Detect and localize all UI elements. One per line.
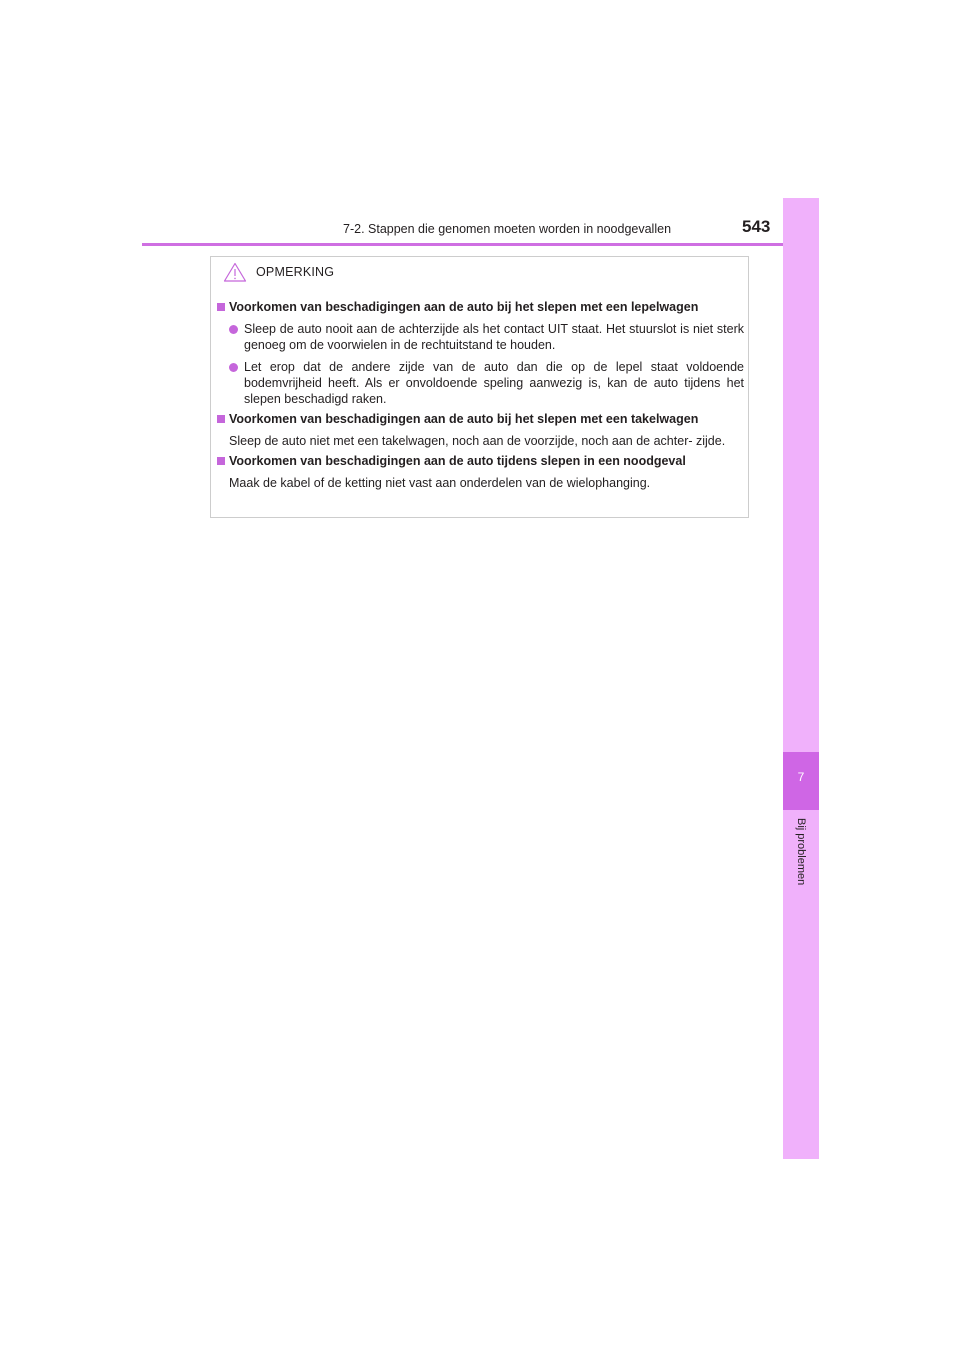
chapter-side-tab — [783, 198, 819, 1159]
square-bullet-icon — [217, 457, 225, 465]
notice-box — [210, 256, 749, 518]
section-text: Maak de kabel of de ketting niet vast aan onderdelen van de wielophanging. — [229, 476, 651, 490]
header-rule — [142, 243, 818, 246]
section-heading-text: Voorkomen van beschadigingen aan de auto tijdens slepen in een noodgeval — [229, 454, 686, 468]
section-text: Sleep de auto niet met een takelwagen, noch aan de voorzijde, noch aan de achter- zijde. — [229, 434, 726, 448]
notice-section — [217, 453, 744, 491]
section-heading — [217, 453, 744, 469]
notice-section — [217, 299, 744, 407]
square-bullet-icon — [217, 303, 225, 311]
round-bullet-icon — [229, 363, 238, 372]
chapter-number: 7 — [797, 770, 805, 784]
section-title: 7-2. Stappen die genomen moeten worden in noodgevallen — [343, 222, 672, 236]
notice-body — [217, 299, 744, 495]
section-heading-text: Voorkomen van beschadigingen aan de auto bij het slepen met een lepelwagen — [229, 300, 699, 314]
bullet-text: Let erop dat de andere zijde van de auto dan die op de lepel staat voldoende bodemvrijheid heeft. Als er onvoldoende speling aanwezig is, kan de auto tijdens het slepen beschadigd raken. — [244, 360, 744, 406]
section-heading — [217, 299, 744, 315]
chapter-name: Bij problemen — [795, 818, 807, 886]
section-heading — [217, 411, 744, 427]
section-heading-text: Voorkomen van beschadigingen aan de auto bij het slepen met een takelwagen — [229, 412, 699, 426]
notice-section — [217, 411, 744, 449]
notice-title: OPMERKING — [256, 265, 335, 279]
bullet-item — [217, 321, 744, 353]
square-bullet-icon — [217, 415, 225, 423]
bullet-item — [217, 359, 744, 407]
notice-header — [223, 261, 334, 283]
warning-triangle-icon — [223, 262, 247, 282]
page-number: 543 — [742, 217, 771, 236]
round-bullet-icon — [229, 325, 238, 334]
bullet-text: Sleep de auto nooit aan de achterzijde als het contact UIT staat. Het stuurslot is niet sterk genoeg om de voorwielen in de rechtuitstand te houden. — [244, 322, 744, 352]
